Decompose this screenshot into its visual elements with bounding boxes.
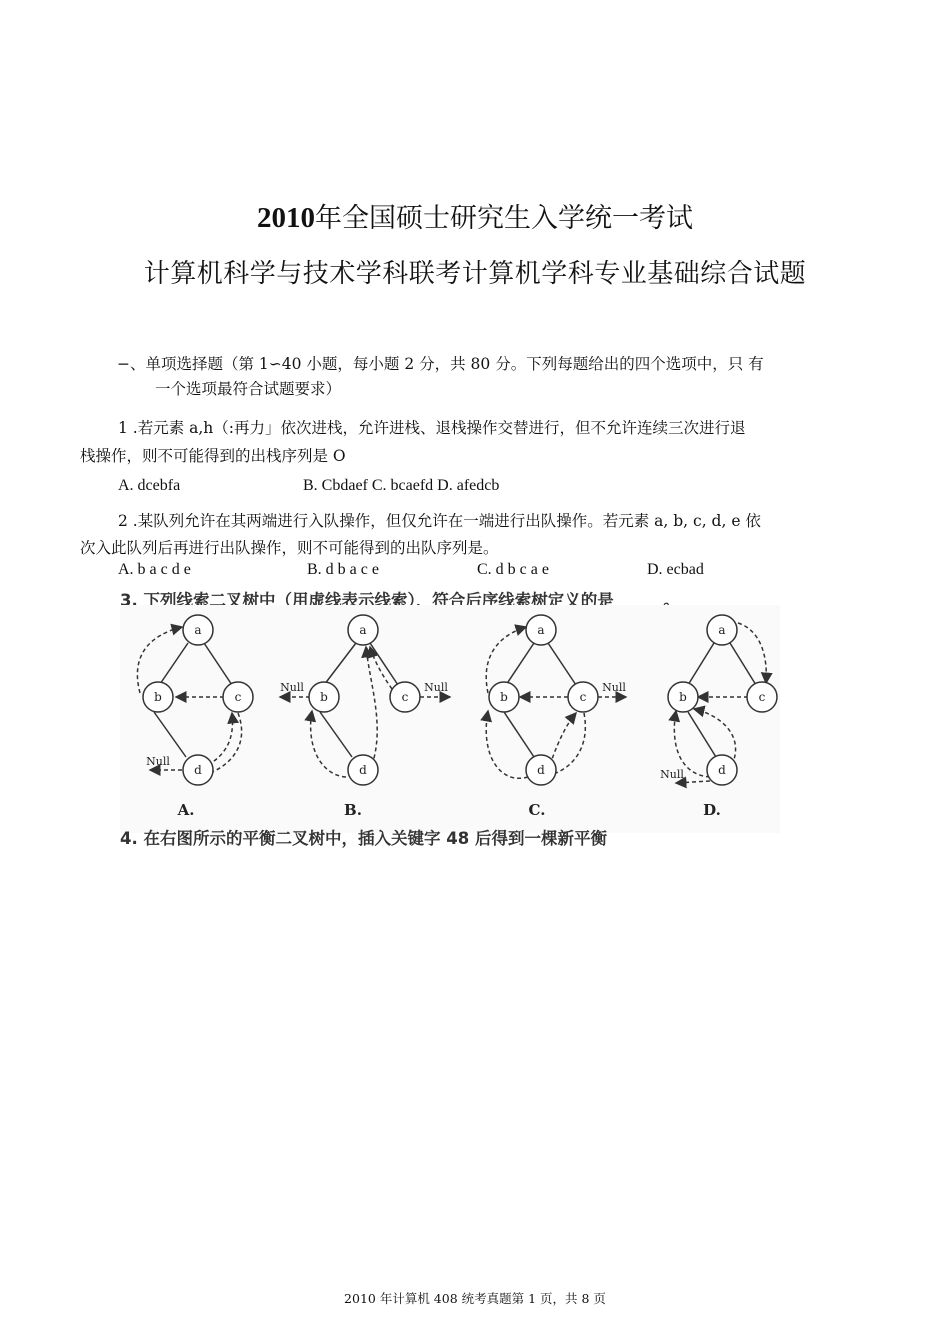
node-label: a bbox=[537, 623, 545, 637]
question-4-text: 4. 在右图所示的平衡二叉树中，插入关键字 48 后得到一棵新平衡 bbox=[120, 829, 607, 848]
null-label: Null bbox=[660, 768, 684, 781]
null-label: Null bbox=[146, 755, 170, 768]
question-1-options-bcd: B. Cbdaef C. bcaefd D. afedcb bbox=[303, 477, 500, 494]
question-1-line1: 1 .若元素 a,h（:再力」依次进栈，允许进栈、退栈操作交替进行，但不允许连续三次进行退 bbox=[118, 419, 746, 437]
exam-title-line1 bbox=[0, 196, 950, 235]
threaded-binary-tree-figure bbox=[120, 605, 780, 833]
exam-year: 2010 bbox=[257, 202, 315, 234]
section-heading: −、单项选择题（第 1∽40 小题，每小题 2 分，共 80 分。下列每题给出的四个选项中，只 有 bbox=[117, 355, 764, 373]
section-heading-cont: 一个选项最符合试题要求） bbox=[155, 380, 342, 398]
question-1-line2: 栈操作，则不可能得到的出栈序列是 O bbox=[80, 447, 346, 465]
question-2-option-b: B. d b a c e bbox=[307, 561, 379, 578]
node-label: c bbox=[579, 690, 587, 704]
question-3-text: 3. 下列线索二叉树中（用虚线表示线索），符合后序线索树定义的是______。 bbox=[120, 591, 680, 610]
page-footer: 2010 年计算机 408 统考真题第 1 页，共 8 页 bbox=[344, 1291, 606, 1306]
node-label: d bbox=[537, 763, 545, 777]
null-label: Null bbox=[424, 681, 448, 694]
node-label: b bbox=[154, 690, 162, 704]
question-2-option-d: D. ecbad bbox=[647, 561, 704, 578]
exam-title-rest: 年全国硕士研究生入学统一考试 bbox=[315, 203, 693, 234]
node-label: d bbox=[359, 763, 367, 777]
question-1-option-a: A. dcebfa bbox=[118, 477, 181, 494]
node-label: d bbox=[194, 763, 202, 777]
null-label: Null bbox=[602, 681, 626, 694]
figure-option-b: B. bbox=[344, 801, 362, 819]
node-label: b bbox=[500, 690, 508, 704]
question-2-line1: 2 .某队列允许在其两端进行入队操作，但仅允许在一端进行出队操作。若元素 a, b, c, d, e 依 bbox=[118, 512, 761, 530]
question-2-option-a: A. b a c d e bbox=[118, 561, 191, 578]
node-label: a bbox=[718, 623, 726, 637]
node-label: d bbox=[718, 763, 726, 777]
node-label: a bbox=[359, 623, 367, 637]
figure-option-a: A. bbox=[177, 801, 195, 819]
node-label: c bbox=[234, 690, 242, 704]
figure-option-d: D. bbox=[703, 801, 721, 819]
question-2-line2: 次入此队列后再进行出队操作，则不可能得到的出队序列是。 bbox=[80, 539, 499, 557]
node-label: a bbox=[194, 623, 202, 637]
figure-option-c: C. bbox=[528, 801, 546, 819]
node-label: b bbox=[679, 690, 687, 704]
exam-title-line2: 计算机科学与技术学科联考计算机学科专业基础综合试题 bbox=[143, 259, 807, 289]
null-label: Null bbox=[280, 681, 304, 694]
node-label: c bbox=[758, 690, 766, 704]
question-2-option-c: C. d b c a e bbox=[477, 561, 549, 578]
node-label: b bbox=[320, 690, 328, 704]
node-label: c bbox=[401, 690, 409, 704]
